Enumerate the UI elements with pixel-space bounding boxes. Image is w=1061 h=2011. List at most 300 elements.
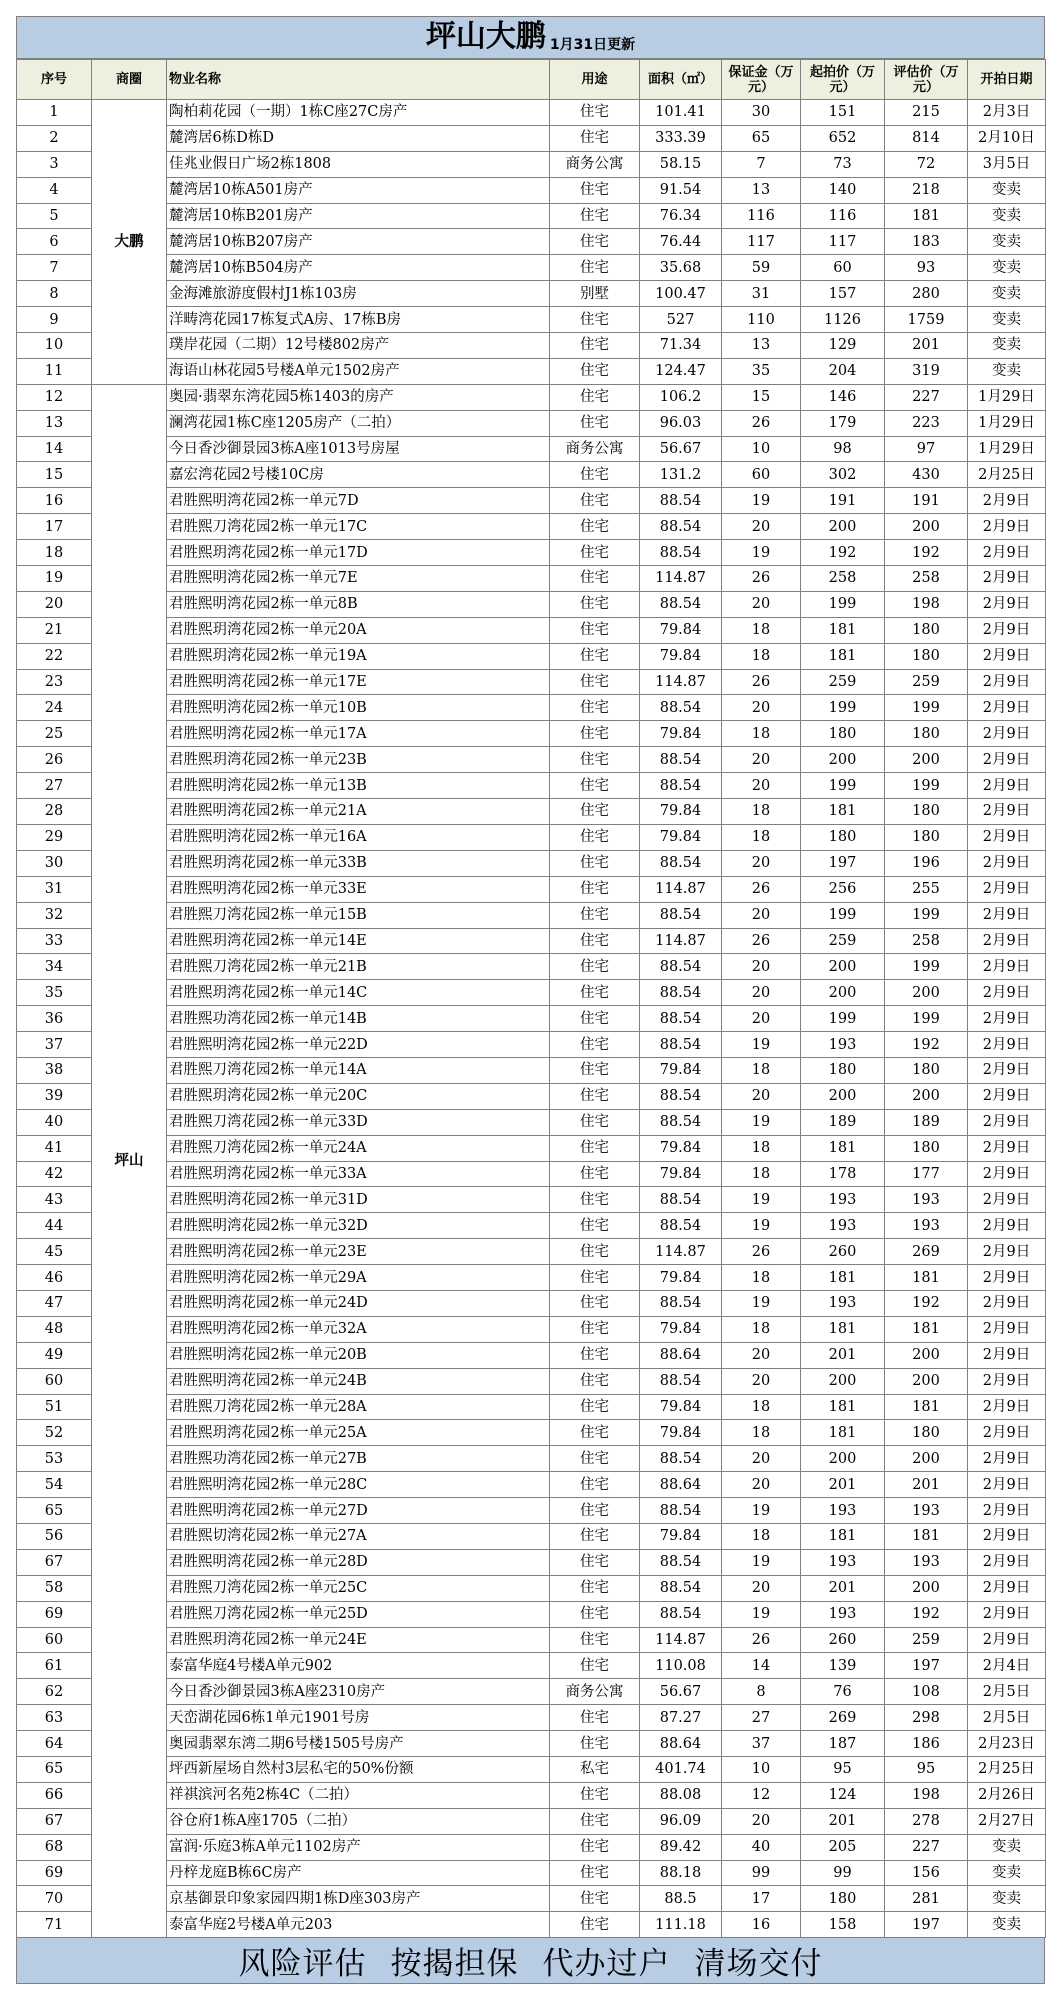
cell-appraisal: 191 <box>885 488 968 514</box>
cell-usage: 住宅 <box>550 1316 640 1342</box>
cell-area: 88.08 <box>640 1782 722 1808</box>
cell-index: 7 <box>17 255 92 281</box>
cell-index: 47 <box>17 1290 92 1316</box>
table-row <box>17 721 1046 747</box>
cell-usage: 住宅 <box>550 591 640 617</box>
cell-deposit: 26 <box>722 1627 801 1653</box>
cell-area: 79.84 <box>640 1161 722 1187</box>
cell-auction-date: 变卖 <box>968 358 1046 384</box>
cell-auction-date: 变卖 <box>968 177 1046 203</box>
cell-index: 51 <box>17 1394 92 1420</box>
table-row <box>17 462 1046 488</box>
cell-index: 11 <box>17 358 92 384</box>
table-row <box>17 980 1046 1006</box>
cell-property-name: 君胜熙明湾花园2栋一单元7E <box>167 566 550 592</box>
cell-appraisal: 200 <box>885 1083 968 1109</box>
cell-usage: 住宅 <box>550 1886 640 1912</box>
table-row <box>17 1394 1046 1420</box>
cell-auction-date: 2月9日 <box>968 1368 1046 1394</box>
cell-start-price: 181 <box>801 1316 885 1342</box>
cell-property-name: 海语山林花园5号楼A单元1502房产 <box>167 358 550 384</box>
cell-index: 54 <box>17 1472 92 1498</box>
cell-auction-date: 1月29日 <box>968 436 1046 462</box>
cell-property-name: 璞岸花园（二期）12号楼802房产 <box>167 333 550 359</box>
cell-appraisal: 227 <box>885 384 968 410</box>
table-row <box>17 1679 1046 1705</box>
cell-auction-date: 2月9日 <box>968 1083 1046 1109</box>
header-row <box>17 60 1046 100</box>
cell-start-price: 157 <box>801 281 885 307</box>
table-row <box>17 100 1046 126</box>
cell-index: 17 <box>17 514 92 540</box>
cell-deposit: 12 <box>722 1782 801 1808</box>
cell-area: 88.54 <box>640 1083 722 1109</box>
table-row <box>17 928 1046 954</box>
cell-auction-date: 2月9日 <box>968 1187 1046 1213</box>
cell-property-name: 金海滩旅游度假村J1栋103房 <box>167 281 550 307</box>
cell-start-price: 181 <box>801 1523 885 1549</box>
cell-property-name: 祥祺滨河名苑2栋4C（二拍） <box>167 1782 550 1808</box>
cell-property-name: 今日香沙御景园3栋A座1013号房屋 <box>167 436 550 462</box>
cell-deposit: 110 <box>722 307 801 333</box>
cell-auction-date: 2月9日 <box>968 1627 1046 1653</box>
cell-appraisal: 180 <box>885 799 968 825</box>
cell-appraisal: 259 <box>885 669 968 695</box>
cell-deposit: 18 <box>722 1265 801 1291</box>
cell-index: 21 <box>17 617 92 643</box>
cell-area: 79.84 <box>640 643 722 669</box>
table-row <box>17 488 1046 514</box>
table-row <box>17 1731 1046 1757</box>
cell-property-name: 君胜熙玥湾花园2栋一单元14C <box>167 980 550 1006</box>
cell-usage: 住宅 <box>550 1109 640 1135</box>
cell-index: 32 <box>17 902 92 928</box>
cell-property-name: 今日香沙御景园3栋A座2310房产 <box>167 1679 550 1705</box>
table-row <box>17 1265 1046 1291</box>
cell-start-price: 256 <box>801 876 885 902</box>
cell-auction-date: 变卖 <box>968 1834 1046 1860</box>
cell-start-price: 260 <box>801 1627 885 1653</box>
cell-index: 19 <box>17 566 92 592</box>
cell-start-price: 193 <box>801 1498 885 1524</box>
cell-property-name: 奥园·翡翠东湾花园5栋1403的房产 <box>167 384 550 410</box>
header-property-name: 物业名称 <box>167 60 550 100</box>
cell-usage: 住宅 <box>550 1187 640 1213</box>
table-row <box>17 954 1046 980</box>
table-body <box>17 100 1046 1938</box>
cell-usage: 住宅 <box>550 488 640 514</box>
cell-usage: 住宅 <box>550 1420 640 1446</box>
cell-start-price: 129 <box>801 333 885 359</box>
header-usage: 用途 <box>550 60 640 100</box>
cell-index: 36 <box>17 1006 92 1032</box>
cell-usage: 住宅 <box>550 177 640 203</box>
cell-appraisal: 258 <box>885 928 968 954</box>
cell-start-price: 178 <box>801 1161 885 1187</box>
cell-appraisal: 198 <box>885 1782 968 1808</box>
cell-auction-date: 3月5日 <box>968 151 1046 177</box>
cell-auction-date: 2月9日 <box>968 1032 1046 1058</box>
cell-auction-date: 2月9日 <box>968 1316 1046 1342</box>
header-appraisal: 评估价（万元） <box>885 60 968 100</box>
cell-usage: 住宅 <box>550 1083 640 1109</box>
cell-index: 29 <box>17 824 92 850</box>
table-row <box>17 1808 1046 1834</box>
update-date: 1月31日更新 <box>549 37 636 53</box>
table-row <box>17 229 1046 255</box>
cell-auction-date: 变卖 <box>968 1912 1046 1938</box>
cell-usage: 住宅 <box>550 980 640 1006</box>
cell-auction-date: 2月9日 <box>968 566 1046 592</box>
cell-deposit: 18 <box>722 617 801 643</box>
table-row <box>17 125 1046 151</box>
cell-area: 88.54 <box>640 980 722 1006</box>
cell-appraisal: 278 <box>885 1808 968 1834</box>
cell-usage: 住宅 <box>550 1057 640 1083</box>
cell-appraisal: 227 <box>885 1834 968 1860</box>
cell-start-price: 201 <box>801 1808 885 1834</box>
cell-start-price: 191 <box>801 488 885 514</box>
cell-appraisal: 1759 <box>885 307 968 333</box>
cell-index: 5 <box>17 203 92 229</box>
cell-auction-date: 变卖 <box>968 255 1046 281</box>
cell-appraisal: 269 <box>885 1239 968 1265</box>
cell-appraisal: 259 <box>885 1627 968 1653</box>
cell-appraisal: 430 <box>885 462 968 488</box>
table-row <box>17 1627 1046 1653</box>
footer-item: 风险评估 <box>238 1946 367 1983</box>
cell-deposit: 13 <box>722 177 801 203</box>
cell-property-name: 君胜熙刀湾花园2栋一单元25D <box>167 1601 550 1627</box>
cell-appraisal: 180 <box>885 824 968 850</box>
cell-appraisal: 199 <box>885 1006 968 1032</box>
cell-deposit: 20 <box>722 591 801 617</box>
cell-deposit: 26 <box>722 928 801 954</box>
cell-start-price: 200 <box>801 1446 885 1472</box>
table-row <box>17 1834 1046 1860</box>
cell-usage: 住宅 <box>550 824 640 850</box>
cell-appraisal: 97 <box>885 436 968 462</box>
cell-start-price: 139 <box>801 1653 885 1679</box>
cell-usage: 住宅 <box>550 307 640 333</box>
cell-property-name: 君胜熙功湾花园2栋一单元14B <box>167 1006 550 1032</box>
cell-property-name: 君胜熙明湾花园2栋一单元29A <box>167 1265 550 1291</box>
cell-property-name: 坪西新屋场自然村3层私宅的50%份额 <box>167 1757 550 1783</box>
cell-index: 25 <box>17 721 92 747</box>
table-row <box>17 1860 1046 1886</box>
cell-deposit: 60 <box>722 462 801 488</box>
cell-area: 76.34 <box>640 203 722 229</box>
cell-usage: 商务公寓 <box>550 436 640 462</box>
cell-auction-date: 2月9日 <box>968 643 1046 669</box>
cell-auction-date: 2月9日 <box>968 591 1046 617</box>
cell-area: 79.84 <box>640 617 722 643</box>
cell-appraisal: 199 <box>885 695 968 721</box>
cell-start-price: 205 <box>801 1834 885 1860</box>
cell-appraisal: 200 <box>885 1446 968 1472</box>
cell-appraisal: 180 <box>885 1057 968 1083</box>
table-row <box>17 1705 1046 1731</box>
cell-start-price: 124 <box>801 1782 885 1808</box>
cell-start-price: 187 <box>801 1731 885 1757</box>
cell-auction-date: 2月9日 <box>968 1420 1046 1446</box>
cell-deposit: 20 <box>722 954 801 980</box>
cell-usage: 住宅 <box>550 566 640 592</box>
cell-start-price: 181 <box>801 1265 885 1291</box>
table-row <box>17 1057 1046 1083</box>
cell-area: 88.54 <box>640 1575 722 1601</box>
cell-auction-date: 2月9日 <box>968 540 1046 566</box>
cell-auction-date: 变卖 <box>968 281 1046 307</box>
table-row <box>17 203 1046 229</box>
cell-auction-date: 2月9日 <box>968 1265 1046 1291</box>
cell-appraisal: 198 <box>885 591 968 617</box>
cell-deposit: 14 <box>722 1653 801 1679</box>
cell-area: 131.2 <box>640 462 722 488</box>
table-row <box>17 540 1046 566</box>
table-row <box>17 1886 1046 1912</box>
table-row <box>17 1083 1046 1109</box>
cell-start-price: 302 <box>801 462 885 488</box>
cell-area: 100.47 <box>640 281 722 307</box>
table-row <box>17 1782 1046 1808</box>
cell-appraisal: 181 <box>885 1523 968 1549</box>
cell-deposit: 13 <box>722 333 801 359</box>
cell-auction-date: 2月9日 <box>968 488 1046 514</box>
cell-appraisal: 215 <box>885 100 968 126</box>
cell-index: 62 <box>17 1679 92 1705</box>
cell-area: 88.54 <box>640 1213 722 1239</box>
cell-deposit: 20 <box>722 747 801 773</box>
cell-area: 88.54 <box>640 488 722 514</box>
cell-property-name: 泰富华庭2号楼A单元203 <box>167 1912 550 1938</box>
cell-area: 88.54 <box>640 1290 722 1316</box>
cell-auction-date: 1月29日 <box>968 410 1046 436</box>
cell-deposit: 20 <box>722 773 801 799</box>
cell-index: 12 <box>17 384 92 410</box>
cell-start-price: 199 <box>801 591 885 617</box>
cell-start-price: 200 <box>801 514 885 540</box>
table-row <box>17 850 1046 876</box>
cell-property-name: 君胜熙明湾花园2栋一单元10B <box>167 695 550 721</box>
cell-appraisal: 72 <box>885 151 968 177</box>
cell-index: 16 <box>17 488 92 514</box>
cell-area: 114.87 <box>640 928 722 954</box>
footer-banner <box>16 1938 1045 1984</box>
cell-index: 28 <box>17 799 92 825</box>
table-row <box>17 1446 1046 1472</box>
cell-usage: 住宅 <box>550 1032 640 1058</box>
cell-area: 401.74 <box>640 1757 722 1783</box>
cell-property-name: 嘉宏湾花园2号楼10C房 <box>167 462 550 488</box>
table-row <box>17 1757 1046 1783</box>
cell-property-name: 麓湾居10栋A501房产 <box>167 177 550 203</box>
cell-index: 31 <box>17 876 92 902</box>
cell-area: 111.18 <box>640 1912 722 1938</box>
cell-auction-date: 2月9日 <box>968 799 1046 825</box>
cell-deposit: 20 <box>722 1575 801 1601</box>
cell-property-name: 君胜熙明湾花园2栋一单元22D <box>167 1032 550 1058</box>
cell-usage: 住宅 <box>550 100 640 126</box>
cell-auction-date: 2月9日 <box>968 695 1046 721</box>
cell-index: 13 <box>17 410 92 436</box>
cell-auction-date: 2月3日 <box>968 100 1046 126</box>
cell-usage: 住宅 <box>550 1731 640 1757</box>
cell-start-price: 260 <box>801 1239 885 1265</box>
cell-appraisal: 193 <box>885 1549 968 1575</box>
cell-index: 56 <box>17 1523 92 1549</box>
cell-usage: 住宅 <box>550 410 640 436</box>
cell-start-price: 199 <box>801 773 885 799</box>
cell-property-name: 君胜熙刀湾花园2栋一单元24A <box>167 1135 550 1161</box>
cell-start-price: 193 <box>801 1549 885 1575</box>
cell-area: 91.54 <box>640 177 722 203</box>
cell-property-name: 君胜熙玥湾花园2栋一单元14E <box>167 928 550 954</box>
cell-usage: 住宅 <box>550 669 640 695</box>
cell-index: 23 <box>17 669 92 695</box>
cell-area: 88.54 <box>640 954 722 980</box>
cell-start-price: 259 <box>801 928 885 954</box>
cell-area: 110.08 <box>640 1653 722 1679</box>
cell-index: 20 <box>17 591 92 617</box>
cell-usage: 住宅 <box>550 1653 640 1679</box>
cell-index: 68 <box>17 1834 92 1860</box>
cell-deposit: 15 <box>722 384 801 410</box>
footer-item: 代办过户 <box>542 1946 671 1983</box>
cell-appraisal: 180 <box>885 1135 968 1161</box>
table-row <box>17 1549 1046 1575</box>
cell-auction-date: 2月9日 <box>968 1109 1046 1135</box>
cell-start-price: 200 <box>801 980 885 1006</box>
cell-property-name: 洋畴湾花园17栋复式A房、17栋B房 <box>167 307 550 333</box>
cell-appraisal: 197 <box>885 1912 968 1938</box>
cell-property-name: 京基御景印象家园四期1栋D座303房产 <box>167 1886 550 1912</box>
cell-index: 67 <box>17 1549 92 1575</box>
cell-start-price: 158 <box>801 1912 885 1938</box>
cell-area: 88.54 <box>640 514 722 540</box>
cell-start-price: 201 <box>801 1472 885 1498</box>
cell-deposit: 18 <box>722 1316 801 1342</box>
cell-auction-date: 2月5日 <box>968 1705 1046 1731</box>
cell-region: 大鹏 <box>92 100 167 385</box>
cell-deposit: 117 <box>722 229 801 255</box>
cell-auction-date: 2月25日 <box>968 1757 1046 1783</box>
cell-area: 88.54 <box>640 1549 722 1575</box>
cell-deposit: 18 <box>722 799 801 825</box>
header-area: 面积（㎡） <box>640 60 722 100</box>
cell-start-price: 200 <box>801 954 885 980</box>
cell-area: 114.87 <box>640 669 722 695</box>
cell-property-name: 君胜熙明湾花园2栋一单元31D <box>167 1187 550 1213</box>
cell-property-name: 麓湾居6栋D栋D <box>167 125 550 151</box>
cell-property-name: 麓湾居10栋B201房产 <box>167 203 550 229</box>
cell-appraisal: 199 <box>885 902 968 928</box>
cell-auction-date: 2月9日 <box>968 617 1046 643</box>
cell-auction-date: 1月29日 <box>968 384 1046 410</box>
cell-appraisal: 192 <box>885 1290 968 1316</box>
cell-appraisal: 196 <box>885 850 968 876</box>
cell-property-name: 麓湾居10栋B504房产 <box>167 255 550 281</box>
cell-property-name: 君胜熙玥湾花园2栋一单元24E <box>167 1627 550 1653</box>
cell-deposit: 116 <box>722 203 801 229</box>
cell-area: 58.15 <box>640 151 722 177</box>
cell-appraisal: 197 <box>885 1653 968 1679</box>
cell-area: 114.87 <box>640 876 722 902</box>
cell-property-name: 君胜熙刀湾花园2栋一单元25C <box>167 1575 550 1601</box>
cell-start-price: 192 <box>801 540 885 566</box>
cell-area: 88.5 <box>640 1886 722 1912</box>
cell-deposit: 20 <box>722 695 801 721</box>
cell-start-price: 146 <box>801 384 885 410</box>
table-row <box>17 824 1046 850</box>
cell-usage: 住宅 <box>550 203 640 229</box>
cell-usage: 住宅 <box>550 695 640 721</box>
cell-auction-date: 2月10日 <box>968 125 1046 151</box>
cell-property-name: 奥园翡翠东湾二期6号楼1505号房产 <box>167 1731 550 1757</box>
table-row <box>17 1601 1046 1627</box>
cell-area: 88.54 <box>640 1006 722 1032</box>
cell-area: 527 <box>640 307 722 333</box>
cell-start-price: 98 <box>801 436 885 462</box>
cell-index: 60 <box>17 1368 92 1394</box>
table-row <box>17 799 1046 825</box>
cell-deposit: 20 <box>722 1083 801 1109</box>
table-row <box>17 410 1046 436</box>
cell-appraisal: 156 <box>885 1860 968 1886</box>
table-row <box>17 514 1046 540</box>
cell-appraisal: 192 <box>885 1601 968 1627</box>
cell-auction-date: 2月9日 <box>968 1394 1046 1420</box>
table-row <box>17 1135 1046 1161</box>
cell-usage: 住宅 <box>550 1135 640 1161</box>
cell-auction-date: 2月9日 <box>968 1161 1046 1187</box>
cell-usage: 商务公寓 <box>550 1679 640 1705</box>
cell-appraisal: 180 <box>885 721 968 747</box>
cell-property-name: 君胜熙明湾花园2栋一单元21A <box>167 799 550 825</box>
cell-area: 88.54 <box>640 540 722 566</box>
cell-property-name: 君胜熙明湾花园2栋一单元32A <box>167 1316 550 1342</box>
cell-area: 79.84 <box>640 1316 722 1342</box>
cell-start-price: 60 <box>801 255 885 281</box>
cell-property-name: 君胜熙刀湾花园2栋一单元33D <box>167 1109 550 1135</box>
cell-index: 49 <box>17 1342 92 1368</box>
cell-auction-date: 2月9日 <box>968 1135 1046 1161</box>
cell-property-name: 君胜熙明湾花园2栋一单元8B <box>167 591 550 617</box>
table-row <box>17 1368 1046 1394</box>
cell-property-name: 君胜熙明湾花园2栋一单元23E <box>167 1239 550 1265</box>
cell-auction-date: 变卖 <box>968 1886 1046 1912</box>
cell-appraisal: 193 <box>885 1498 968 1524</box>
cell-usage: 住宅 <box>550 643 640 669</box>
cell-auction-date: 2月5日 <box>968 1679 1046 1705</box>
cell-property-name: 君胜熙明湾花园2栋一单元16A <box>167 824 550 850</box>
cell-property-name: 君胜熙刀湾花园2栋一单元28A <box>167 1394 550 1420</box>
cell-usage: 住宅 <box>550 1523 640 1549</box>
cell-deposit: 26 <box>722 410 801 436</box>
cell-usage: 别墅 <box>550 281 640 307</box>
cell-index: 37 <box>17 1032 92 1058</box>
table-row <box>17 643 1046 669</box>
cell-area: 88.54 <box>640 1601 722 1627</box>
cell-deposit: 59 <box>722 255 801 281</box>
cell-area: 88.54 <box>640 1368 722 1394</box>
cell-property-name: 君胜熙明湾花园2栋一单元24B <box>167 1368 550 1394</box>
table-row <box>17 669 1046 695</box>
cell-start-price: 193 <box>801 1187 885 1213</box>
cell-index: 8 <box>17 281 92 307</box>
cell-deposit: 19 <box>722 1498 801 1524</box>
cell-deposit: 35 <box>722 358 801 384</box>
